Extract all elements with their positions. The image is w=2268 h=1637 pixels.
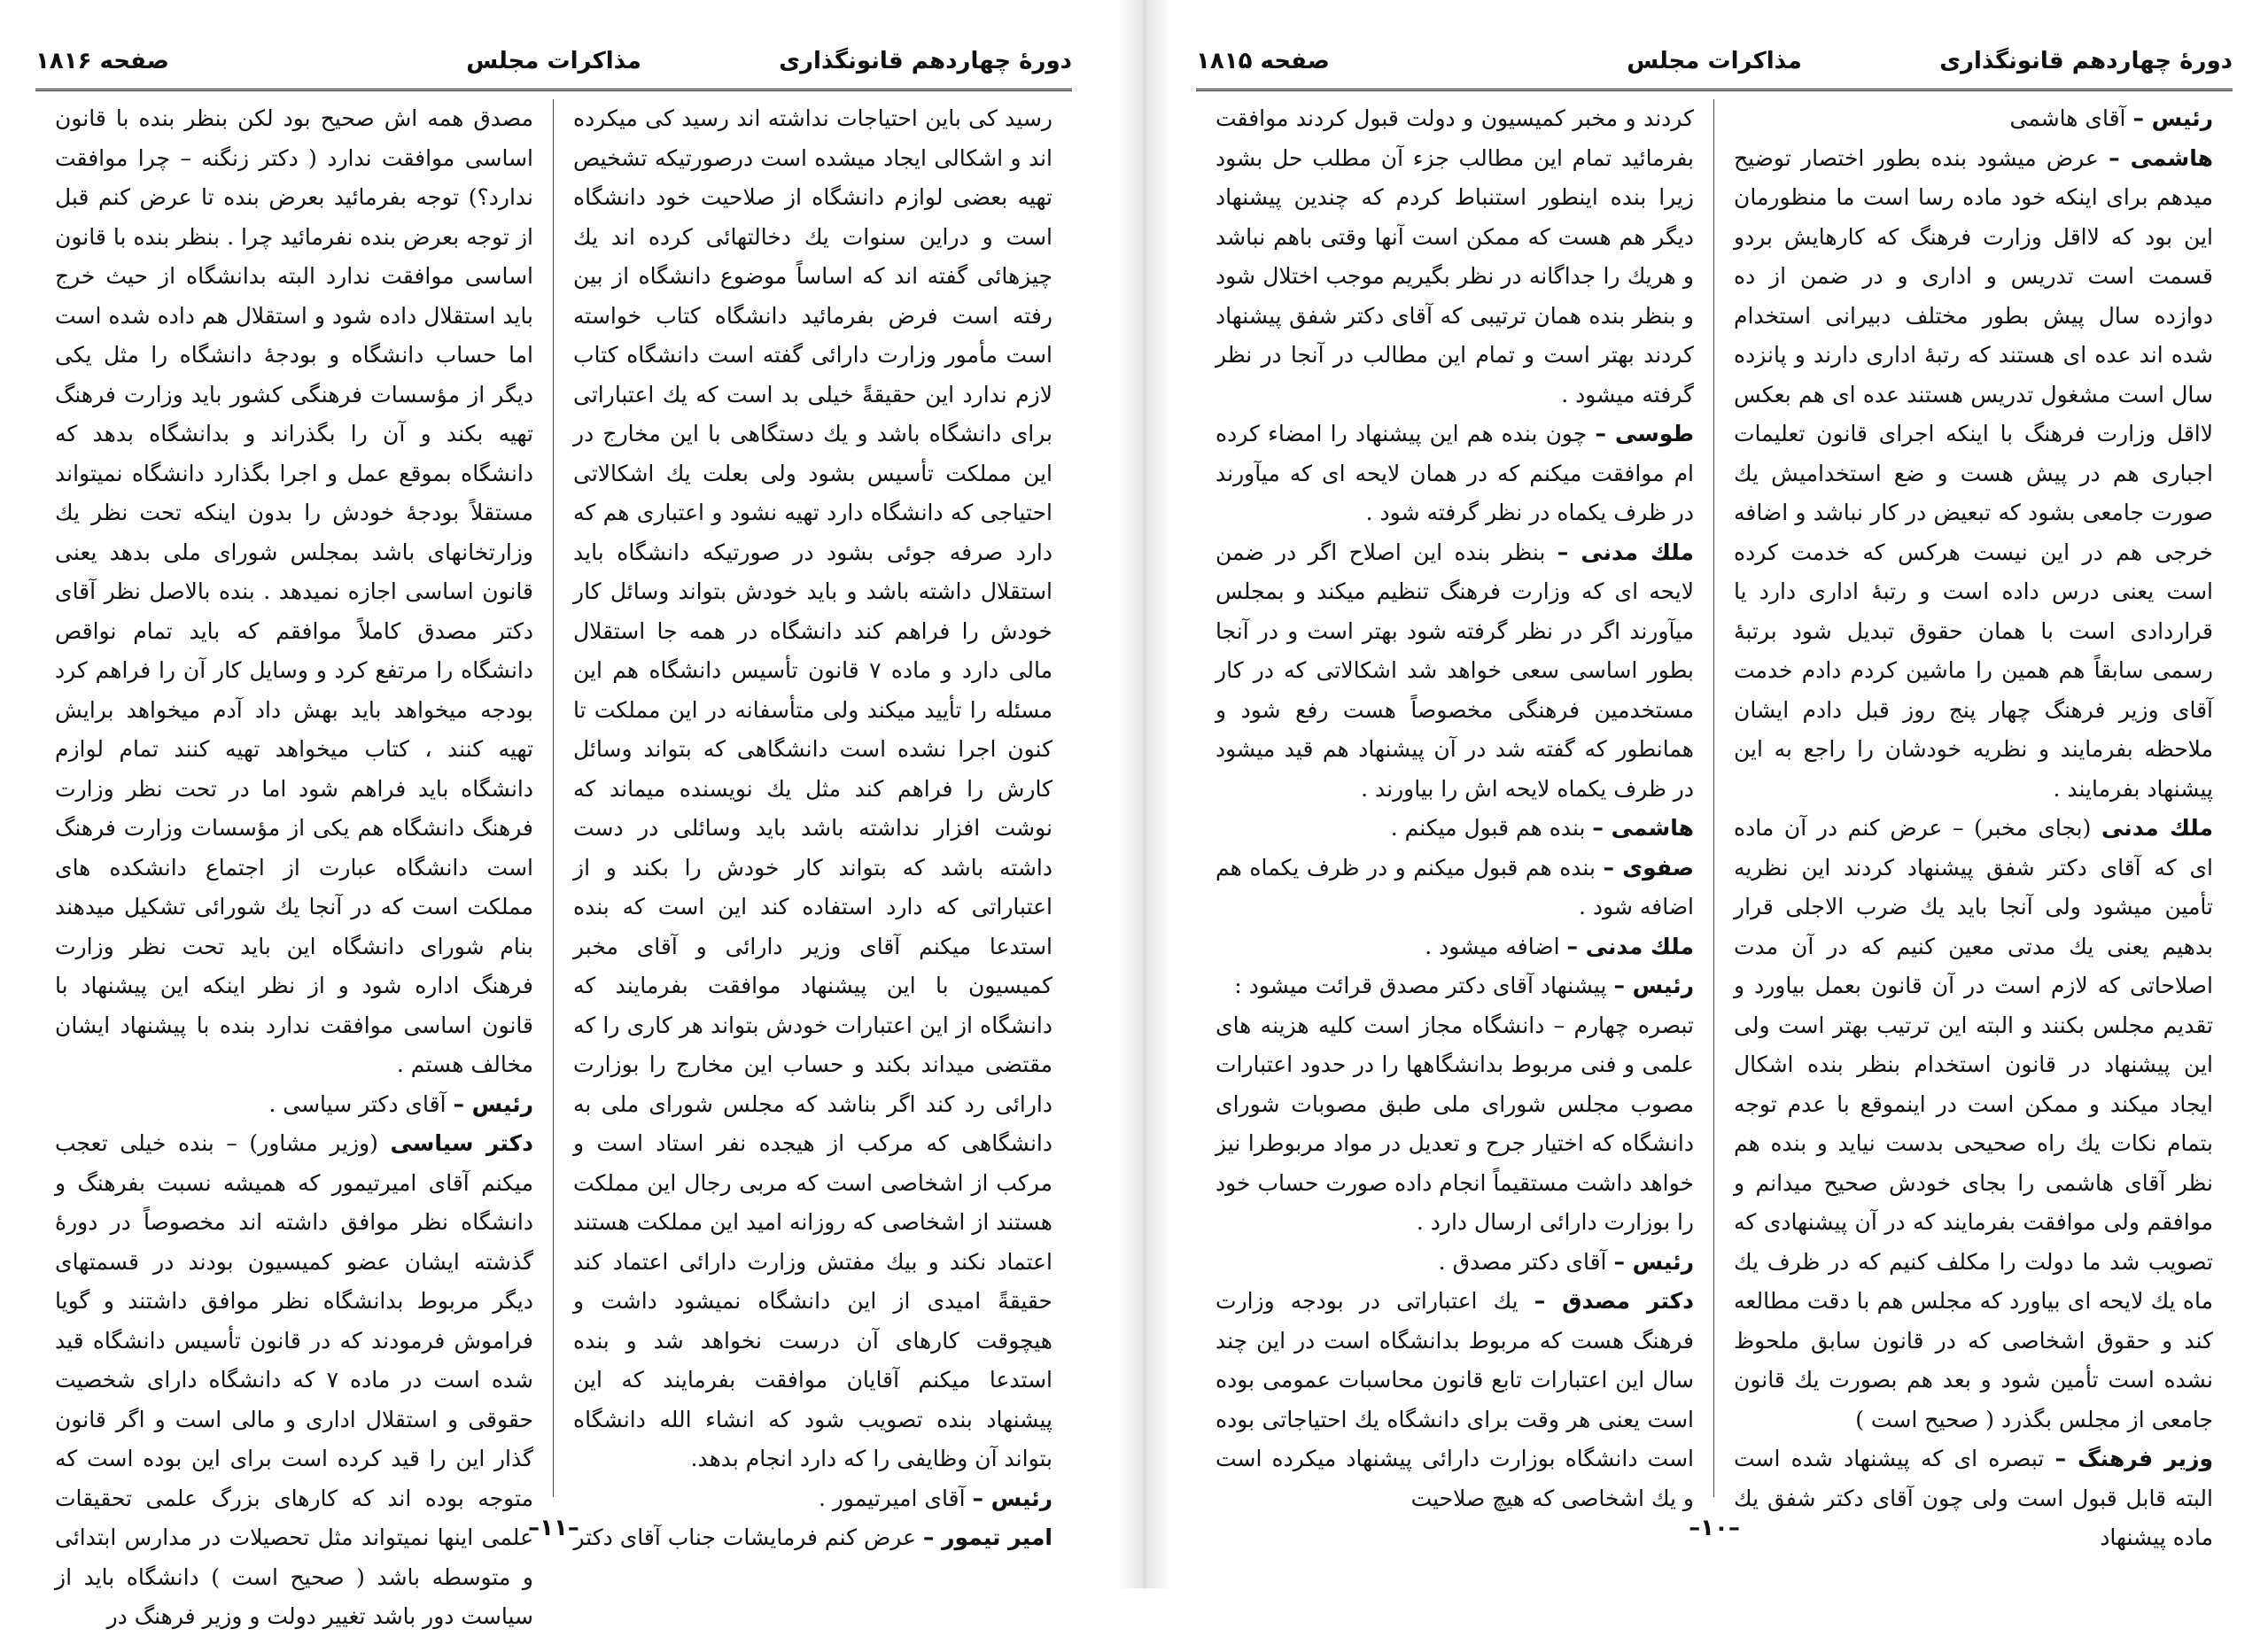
paragraph (1216, 1243, 1694, 1283)
paragraph-text: مصدق همه اش صحیح بود لکن بنظر بنده با قانون اساسی موافقت ندارد ( دکتر زنگنه – چرا موافقت ندارد؟) توجه بفرمائید بعرض بنده تا عرض کنم قبل از توجه بعرض بنده نفرمائید چرا . بنظر بنده با قانون اساسی موافقت ندارد البته بدانشگاه از حیث خرج باید استقلال داده شود و استقلال هم داده شده است اما حساب دانشگاه و بودجهٔ دانشگاه را مثل یکی دیگر از مؤسسات فرهنگی کشور باید وزارت فرهنگ تهیه بکند و آن را بگذراند و بدانشگاه بدهد که دانشگاه بموقع عمل و اجرا بگذارد دانشگاه نمیتواند مستقلاً بودجهٔ خودش را بدون اینکه تحت نظر یك وزارتخانهای باشد بمجلس شورای ملی بدهد یعنی قانون اساسی اجازه نمیدهد . بنده بالاصل نظر آقای دکتر مصدق کاملاً موافقم که باید تمام نواقص دانشگاه را مرتفع کرد و وسایل کار آن را فراهم کرد بودجه میخواهد باید بهش داد آدم میخواهد برایش تهیه کنند ، کتاب میخواهد تهیه کنند تمام لوازم دانشگاه باید فراهم شود اما در تحت نظر وزارت فرهنگ دانشگاه هم یکی از مؤسسات وزارت فرهنگ است دانشگاه عبارت از اجتماع دانشکده های مملکت است که در آنجا یك شورائی تشکیل میدهند بنام شورای دانشگاه این باید تحت نظر وزارت فرهنگ اداره شود و از نظر اینکه این پیشنهاد با قانون اساسی موافقت ندارد بنده با پیشنهاد ایشان مخالف هستم . (55, 105, 533, 1077)
paragraph-text: (وزیر مشاور) – بنده خیلی تعجب میکنم آقای امیرتیمور که همیشه نسبت بفرهنگ و دانشگاه نظر موافق داشته اند مخصوصاً در دورهٔ گذشته ایشان عضو کمیسیون بودند در قسمتهای دیگر مربوط بدانشگاه نظر موافق داشتند و گویا فراموش فرمودند که در قانون تأسیس دانشگاه قید شده است در ماده ۷ که دانشگاه دارای شخصیت حقوقی و استقلال اداری و مالی است و اگر قانون گذار این را قید کرده است برای این بوده است که متوجه بوده اند که کارهای بزرگ علمی تحقیقات علمی اینها نمیتواند مثل تحصیلات در مدارس ابتدائی و متوسطه باشد ( صحیح است ) دانشگاه باید از سیاست دور باشد تغییر دولت و وزیر فرهنگ در (55, 1130, 533, 1629)
paragraph (1734, 99, 2213, 139)
speaker-name: طوسی – (1595, 421, 1695, 446)
right-page (1196, 44, 2233, 1550)
paragraph-text: یك اعتباراتی در بودجه وزارت فرهنگ هست که مربوط بدانشگاه است در این چند سال این اعتبارات تابع قانون محاسبات عمومی بوده است یعنی هر وقت برای دانشگاه یك احتیاجاتی بوده است دانشگاه بوزارت دارائی پیشنهاد میکرده است و یك اشخاصی که هیچ صلاحیت (1216, 1288, 1694, 1511)
left-page-header (35, 44, 1072, 91)
speaker-name: وزیر فرهنگ – (2054, 1446, 2214, 1471)
paragraph-text: چون بنده هم این پیشنهاد را امضاء کرده ام موافقت میکنم که در همان لایحه ای که میآورند در ظرف یکماه در نظر گرفته شود . (1216, 421, 1694, 525)
left-page (35, 44, 1072, 1629)
speaker-name: صفوی – (1603, 854, 1694, 881)
speaker-name: دکتر سیاسی (390, 1130, 533, 1156)
paragraph-text: عرض کنم فرمایشات جناب آقای دکتر (573, 1525, 916, 1550)
left-header-period: دورهٔ چهاردهم قانونگذاری (779, 48, 1072, 74)
speaker-name: ملك مدنی (2101, 815, 2213, 841)
text-column (554, 99, 1072, 1550)
paragraph (1216, 99, 1694, 415)
paragraph-text: بنده هم قبول میکنم . (1390, 815, 1586, 841)
paragraph-text: تبصره ای که پیشنهاد شده است البته قابل قبول است ولی چون آقای دکتر شفق یك ماده پیشنهاد (1734, 1446, 2213, 1550)
paragraph-text: (بجای مخبر) – عرض کنم در آن ماده ای که آقای دکتر شفق پیشنهاد کردند این نظریه تأمین میشود ولی آنجا باید یك ضرب الاجلی قرار بدهیم یعنی یك مدتی معین کنیم که در آن مدت اصلاحاتی که لازم است در آن قانون بعمل بیاورد و تقدیم مجلس بکنند و البته این ترتیب بهتر است ولی این پیشنهاد در قانون استخدام بنظر بنده اشکال ایجاد میکند و ممکن است در اینموقع با عدم توجه بتمام نکات یك راه صحیحی بدست نیاید و بنده هم نظر آقای هاشمی را بجای خودش صحیح میدانم و موافقم ولی موافقت بفرمایند که در آن پیشنهادی که تصویب شد ما دولت را مکلف کنیم که در ظرف یك ماه یك لایحه ای بیاورد که مجلس هم با دقت مطالعه کند و حقوق اشخاصی که در قانون سابق ملحوظ نشده است تأمین شود و بعد هم بصورت یك قانون جامعی از مجلس بگذرد ( صحیح است ) (1734, 815, 2213, 1432)
paragraph (1216, 809, 1694, 849)
speaker-name: هاشمی – (2109, 144, 2213, 171)
paragraph-text: آقای دکتر مصدق . (1438, 1248, 1607, 1275)
paragraph-text: پیشنهاد آقای دکتر مصدق قرائت میشود : (1234, 973, 1607, 998)
paragraph-text: بنظر بنده این اصلاح اگر در ضمن لایحه ای که وزارت فرهنگ تنظیم میکند و بمجلس میآورند اگر در نظر گرفته شود بهتر است و در آنجا بطور اساسی سعی خواهد شد اشکالاتی که در کار مستخدمین فرهنگی مخصوصاً هست رفع شود و همانطور که گفته شد در آن پیشنهاد هم قید میشود در ظرف یکماه لایحه اش را بیاورند . (1216, 539, 1694, 802)
text-column (1196, 99, 1714, 1511)
paragraph (1216, 966, 1694, 1006)
right-header-period: دورهٔ چهاردهم قانونگذاری (1939, 48, 2233, 74)
paragraph (1216, 1006, 1694, 1243)
paragraph-text: آقای هاشمی (2009, 105, 2126, 131)
right-page-footer-number: –۱۰– (1689, 1515, 1740, 1541)
paragraph-text: تبصره چهارم – دانشگاه مجاز است کلیه هزینه های علمی و فنی مربوط بدانشگاهها را در حدود اعتبارات مصوب مجلس شورای ملی طبق مصوبات شورای دانشگاه که اختیار جرح و تعدیل در مواد مربوطرا نیز خواهد داشت مستقیماً انجام داده صورت حساب خود را بوزارت دارائی ارسال دارد . (1216, 1012, 1694, 1235)
left-header-page-number: صفحه ۱۸۱۶ (35, 48, 169, 74)
speaker-name: رئیس – (1613, 973, 1694, 998)
paragraph (1216, 415, 1694, 533)
speaker-name: رئیس – (1613, 1248, 1694, 1275)
speaker-name: رئیس – (972, 1485, 1052, 1511)
paragraph-text: بنده هم قبول میکنم و در ظرف یکماه هم اضافه شود . (1216, 854, 1694, 919)
paragraph-text: کردند و مخبر کمیسیون و دولت قبول کردند موافقت بفرمائید تمام این مطالب جزء آن مطلب حل بشود زیرا بنده اینطور استنباط کردم که چندین پیشنهاد دیگر هم هست که ممکن است آنها وقتی باهم نباشد و هریك را جداگانه در نظر بگیریم موجب اختلال شود و بنظر بنده همان ترتیبی که آقای دکتر شفق پیشنهاد کردند بهتر است و تمام این مطالب در آنجا در نظر گرفته میشود . (1216, 105, 1694, 407)
paragraph (573, 99, 1052, 1479)
paragraph (1216, 533, 1694, 810)
paragraph (573, 1479, 1052, 1519)
left-header-title: مذاکرات مجلس (466, 48, 641, 74)
speaker-name: دکتر مصدق – (1534, 1288, 1695, 1314)
right-header-page-number: صفحه ۱۸۱۵ (1196, 48, 1330, 74)
speaker-name: هاشمی – (1592, 815, 1694, 841)
paragraph-text: رسید کی باین احتیاجات نداشته اند رسید کی میکرده اند و اشکالی ایجاد میشده است درصورتیکه تشخیص تهیه بعضی لوازم دانشگاه از صلاحیت خود دانشگاه است و دراین سنوات یك دخالتهائی کرده اند یك چیزهائی گفته اند که اساساً موضوع دانشگاه از بین رفته است فرض بفرمائید دانشگاه کتاب خواسته است مأمور وزارت دارائی گفته است دانشگاه کتاب لازم ندارد این حقیقةً خیلی بد است که یك اعتباراتی برای دانشگاه باشد و یك دستگاهی با این مخارج در این مملکت تأسیس بشود ولی بعلت یك اشکالاتی احتیاجی که دانشگاه دارد تهیه نشود و اعتباری هم که دارد صرفه جوئی بشود در صورتیکه دانشگاه باید استقلال داشته باشد و باید خودش بتواند وسائل کار خودش را فراهم کند دانشگاه در همه جا استقلال مالی دارد و ماده ۷ قانون تأسیس دانشگاه هم این مسئله را تأیید میکند ولی متأسفانه در این مملکت تا کنون اجرا نشده است دانشگاهی که بتواند وسائل کارش را فراهم کند مثل یك نویسنده میماند که نوشت افزار نداشته باشد باید وسائلی در دست داشته باشد که بتواند کار خودش را بکند و از اعتباراتی که دارد استفاده کند این است که بنده استدعا میکنم آقای وزیر دارائی و آقای مخبر کمیسیون با این پیشنهاد موافقت بفرمایند که دانشگاه از این اعتبارات خودش بتواند هر کاری را که مقتضی میداند بکند و حساب این مخارج را بوزارت دارائی رد کند اگر بناشد که مجلس شورای ملی به دانشگاهی که مرکب از هیجده نفر استاد است و مرکب از اشخاصی است که مربی رجال این مملکت هستند از اشخاصی که روزانه امید این مملکت هستند اعتماد نکند و بیك مفتش وزارت دارائی اعتماد کند حقیقةً امیدی از این دانشگاه نمیشود داشت و هیچوقت کارهای آن درست نخواهد شد و بنده استدعا میکنم آقایان موافقت بفرمایند که این پیشنهاد بنده تصویب شود که انشاء الله دانشگاه بتواند آن وظایفی را که دارد انجام بدهد. (573, 105, 1052, 1471)
paragraph (1216, 927, 1694, 967)
right-header-title: مذاکرات مجلس (1627, 48, 1802, 74)
paragraph-text: آقای امیرتیمور . (818, 1485, 966, 1511)
paragraph (1216, 849, 1694, 927)
paragraph (1734, 809, 2213, 1439)
speaker-name: رئیس – (2132, 105, 2213, 131)
speaker-name: رئیس – (453, 1090, 533, 1117)
paragraph-text: عرض میشود بنده بطور اختصار توضیح میدهم برای اینکه خود ماده رسا است ما منظورمان این بود که لااقل وزارت فرهنگ که کارهایش بردو قسمت است تدریس و اداری و در ضمن از ده دوازده سال پیش بطور مختلف دبیرانی استخدام شده اند عده ای هستند که رتبهٔ اداری دارند و پانزده سال است مشغول تدریس هستند عده ای هم بعکس لااقل وزارت فرهنگ با اینکه اجرای قانون تعلیمات اجباری هم در پیش هست و ضع استخدامیش یك صورت جامعی بشود که تبعیض در کار نباشد و اضافه خرجی هم در این نیست هرکس که خدمت کرده است یعنی درس داده است و رتبهٔ اداری دارد یا قراردادی است با همان حقوق تبدیل شود برتبهٔ رسمی سابقاً هم همین را ماشین کردم دادم خدمت آقای وزیر فرهنگ چهار پنج روز قبل دادم ایشان ملاحظه بفرمایند و نظریه خودشان را راجع به این پیشنهاد بفرمایند . (1734, 144, 2213, 802)
paragraph (55, 1085, 533, 1125)
paragraph (1216, 1282, 1694, 1518)
paragraph (1734, 139, 2213, 810)
book-gutter (1118, 0, 1171, 1588)
paragraph (55, 99, 533, 1085)
paragraph-text: اضافه میشود . (1425, 933, 1560, 959)
paragraph-text: آقای دکتر سیاسی . (268, 1090, 447, 1117)
paragraph (55, 1124, 533, 1637)
speaker-name: امیر تیمور – (922, 1525, 1052, 1550)
speaker-name: ملك مدنی – (1566, 933, 1694, 959)
right-page-header (1196, 44, 2233, 91)
speaker-name: ملك مدنی – (1557, 539, 1694, 565)
left-page-footer-number: –۱۱– (528, 1515, 579, 1541)
